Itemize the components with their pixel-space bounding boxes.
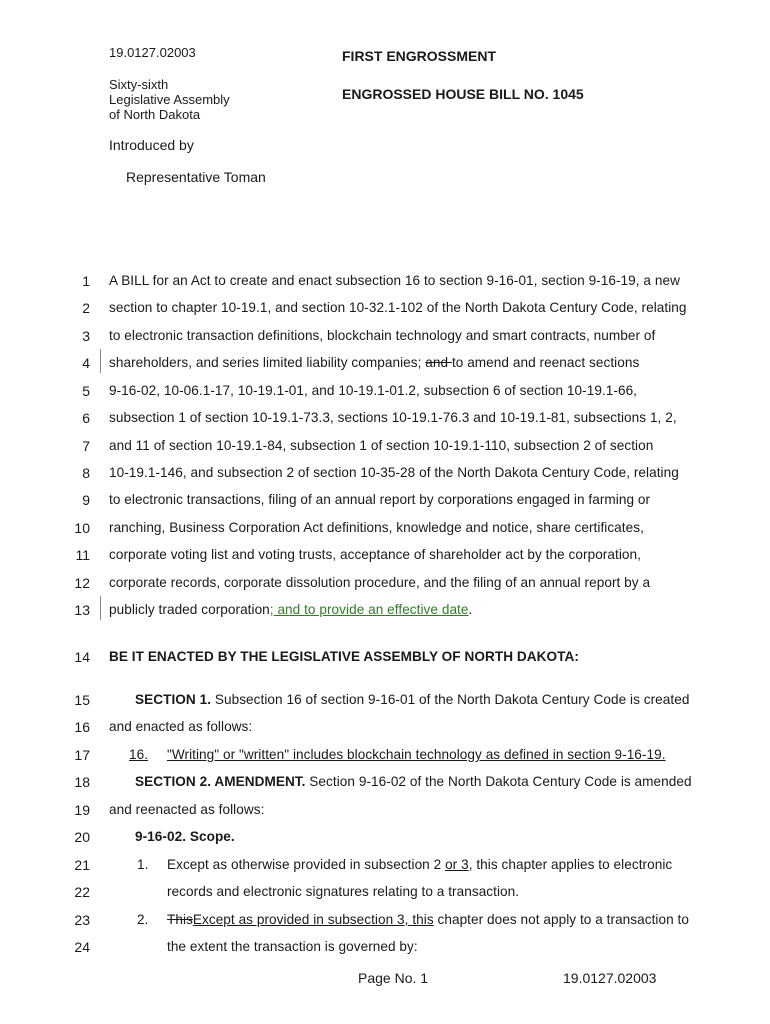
line-number: 15 — [74, 692, 90, 708]
sponsor-name: Representative Toman — [126, 169, 266, 185]
line-text: to amend and reenact sections — [451, 355, 640, 370]
bill-line: ranching, Business Corporation Act definitions, knowledge and notice, share certificates, — [109, 520, 644, 535]
line-text: Subsection 16 of section 9-16-01 of the North Dakota Century Code is created — [211, 692, 690, 707]
line-number: 24 — [74, 939, 90, 955]
assembly-line-2: Legislative Assembly — [109, 92, 230, 107]
line-number: 7 — [82, 438, 90, 454]
bill-line: and enacted as follows: — [109, 719, 253, 734]
inserted-text: Except as provided in subsection 3, this — [192, 912, 434, 927]
line-text: chapter does not apply to a transaction to — [433, 912, 689, 927]
bill-line: corporate records, corporate dissolution procedure, and the filing of an annual report by a — [109, 575, 651, 590]
bill-line: subsection 1 of section 10-19.1-73.3, sections 10-19.1-76.3 and 10-19.1-81, subsections 1, 2, — [109, 410, 677, 425]
line-text: publicly traded corporation — [109, 602, 270, 617]
section-heading: SECTION 2. AMENDMENT. — [135, 774, 306, 789]
line-number: 11 — [75, 547, 90, 563]
line-number: 20 — [74, 829, 90, 845]
line-number: 19 — [74, 802, 90, 818]
line-number: 22 — [74, 884, 90, 900]
document-id: 19.0127.02003 — [109, 45, 196, 60]
line-number: 14 — [74, 649, 90, 665]
bill-line: and reenacted as follows: — [109, 802, 265, 817]
line-text: Except as otherwise provided in subsection 2 — [167, 857, 446, 872]
line-text: . — [468, 602, 473, 617]
bill-line: A BILL for an Act to create and enact subsection 16 to section 9-16-01, section 9-16-19, a new — [109, 273, 680, 288]
stricken-text: and — [425, 355, 452, 370]
bill-line — [109, 602, 472, 617]
subsection-number: 1. — [137, 857, 149, 872]
line-number: 10 — [74, 520, 90, 536]
footer-document-id: 19.0127.02003 — [563, 970, 657, 986]
line-number: 4 — [82, 355, 90, 371]
change-bar — [100, 349, 101, 373]
inserted-text: ; and to provide an effective date — [269, 602, 469, 617]
bill-line — [167, 857, 672, 872]
engrossment-title: FIRST ENGROSSMENT — [342, 48, 497, 64]
bill-line: and 11 of section 10-19.1-84, subsection 1 of section 10-19.1-110, subsection 2 of section — [109, 438, 654, 453]
line-number: 2 — [82, 300, 90, 316]
assembly-line-3: of North Dakota — [109, 107, 201, 122]
line-text: , this chapter applies to electronic — [468, 857, 673, 872]
section-heading: SECTION 1. — [135, 692, 212, 707]
line-number: 9 — [82, 492, 90, 508]
line-number: 17 — [74, 747, 90, 763]
bill-line: the extent the transaction is governed by: — [167, 939, 418, 954]
introduced-by-label: Introduced by — [109, 137, 194, 153]
assembly-line-1: Sixty-sixth — [109, 77, 169, 92]
line-number: 3 — [82, 328, 90, 344]
line-number: 16 — [74, 719, 90, 735]
line-number: 12 — [74, 575, 90, 591]
bill-line: records and electronic signatures relating to a transaction. — [167, 884, 520, 899]
bill-line: to electronic transaction definitions, blockchain technology and smart contracts, number of — [109, 328, 656, 343]
bill-line: corporate voting list and voting trusts, acceptance of shareholder act by the corporation, — [109, 547, 641, 562]
bill-line: 9-16-02, 10-06.1-17, 10-19.1-01, and 10-19.1-01.2, subsection 6 of section 10-19.1-66, — [109, 383, 638, 398]
line-text: Section 9-16-02 of the North Dakota Century Code is amended — [305, 774, 692, 789]
bill-title: ENGROSSED HOUSE BILL NO. 1045 — [342, 86, 584, 102]
stricken-text: This — [167, 912, 193, 927]
line-number: 23 — [74, 912, 90, 928]
bill-line — [109, 355, 639, 370]
line-number: 5 — [82, 383, 90, 399]
inserted-text: or 3 — [445, 857, 469, 872]
bill-line — [135, 774, 692, 789]
bill-line: to electronic transactions, filing of an annual report by corporations engaged in farming or — [109, 492, 651, 507]
enacting-clause: BE IT ENACTED BY THE LEGISLATIVE ASSEMBLY OF NORTH DAKOTA: — [109, 649, 579, 664]
inserted-text: "Writing" or "written" includes blockchain technology as defined in section 9-16-19. — [167, 747, 666, 762]
section-title: 9-16-02. Scope. — [135, 829, 235, 844]
line-text: shareholders, and series limited liability companies; — [109, 355, 426, 370]
bill-line: 10-19.1-146, and subsection 2 of section 10-35-28 of the North Dakota Century Code, relating — [109, 465, 679, 480]
bill-line — [135, 692, 689, 707]
line-number: 13 — [74, 602, 90, 618]
line-number: 8 — [82, 465, 90, 481]
line-number: 18 — [74, 774, 90, 790]
subsection-number: 2. — [137, 912, 149, 927]
line-number: 6 — [82, 410, 90, 426]
page-number: Page No. 1 — [358, 970, 429, 986]
bill-line — [167, 912, 689, 927]
change-bar — [100, 596, 101, 620]
subsection-number: 16. — [129, 747, 149, 762]
bill-line: section to chapter 10-19.1, and section 10-32.1-102 of the North Dakota Century Code, relating — [109, 300, 687, 315]
line-number: 21 — [74, 857, 90, 873]
line-number: 1 — [82, 273, 90, 289]
